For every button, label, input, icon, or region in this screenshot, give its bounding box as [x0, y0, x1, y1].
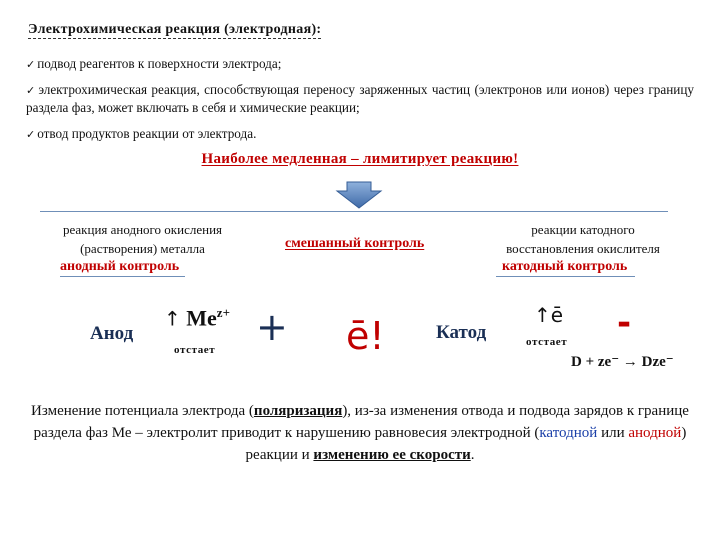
bullet-electrochemical-reaction	[26, 81, 694, 116]
metal-charge: z+	[216, 305, 230, 320]
polarization-term: поляризация	[253, 403, 343, 419]
metal-ion-formula	[164, 305, 230, 331]
divider-line	[40, 211, 668, 212]
anodic-line-1: реакция анодного окисления	[62, 222, 223, 237]
cathodic-line-1: реакции катодного	[531, 222, 635, 237]
anodic-word: анодной	[628, 425, 682, 441]
para-part-3: или	[597, 425, 629, 441]
down-arrow-icon	[335, 181, 383, 209]
bullet-reagent-supply	[26, 55, 281, 73]
para-part-1: Изменение потенциала электрода (	[31, 403, 254, 419]
para-part-2: ), из-за изменения отвода и подвода зарядов к границе раздела фаз Ме – электролит приводит к нарушению равновесия электродной (	[33, 403, 689, 441]
check-icon: ✓	[26, 84, 37, 97]
check-icon: ✓	[26, 128, 36, 141]
bullet-product-removal	[26, 125, 256, 143]
check-icon: ✓	[26, 58, 36, 71]
bullet-text: электрохимическая реакция, способствующая переносу заряженных частиц (электронов или ионов) через границу раздела фаз, может включать в себя и химические реакции;	[26, 82, 695, 115]
minus-sign: -	[617, 303, 632, 343]
electron-up-arrow: ↑ē	[534, 303, 564, 327]
rate-change-term: изменению ее скорости	[313, 447, 471, 463]
cathodic-equation: D + ze⁻ → Dze⁻	[571, 354, 674, 370]
electron-exclamation: ē!	[346, 314, 385, 358]
cathodic-control-label: катодный контроль	[496, 258, 635, 277]
cathodic-line-2: восстановления окислителя	[506, 241, 660, 256]
mixed-control-label: смешанный контроль	[285, 236, 425, 251]
cathodic-reaction-text	[478, 220, 688, 258]
anodic-line-2: (растворения) металла	[80, 241, 205, 256]
metal-symbol: Me	[186, 305, 217, 331]
anode-label: Анод	[90, 323, 134, 344]
anodic-reaction-text	[30, 220, 255, 258]
bullet-text: отвод продуктов реакции от электрода.	[37, 126, 257, 141]
plus-sign: +	[256, 305, 288, 349]
para-part-4: ) реакции и	[245, 425, 687, 463]
lags-label-right: отстает	[526, 336, 568, 348]
bullet-text: подвод реагентов к поверхности электрода;	[37, 56, 282, 71]
anodic-control-label: анодный контроль	[60, 258, 185, 277]
slide-title: Электрохимическая реакция (электродная):	[28, 22, 322, 37]
polarization-paragraph	[20, 400, 700, 466]
lags-label-left: отстает	[174, 344, 216, 356]
cathodic-word: катодной	[539, 425, 598, 441]
para-part-5: .	[470, 447, 475, 463]
cathode-label: Катод	[436, 322, 487, 343]
limiting-step-heading: Наиболее медленная – лимитирует реакцию!	[201, 151, 519, 167]
up-arrow-icon: ↑	[164, 306, 181, 331]
